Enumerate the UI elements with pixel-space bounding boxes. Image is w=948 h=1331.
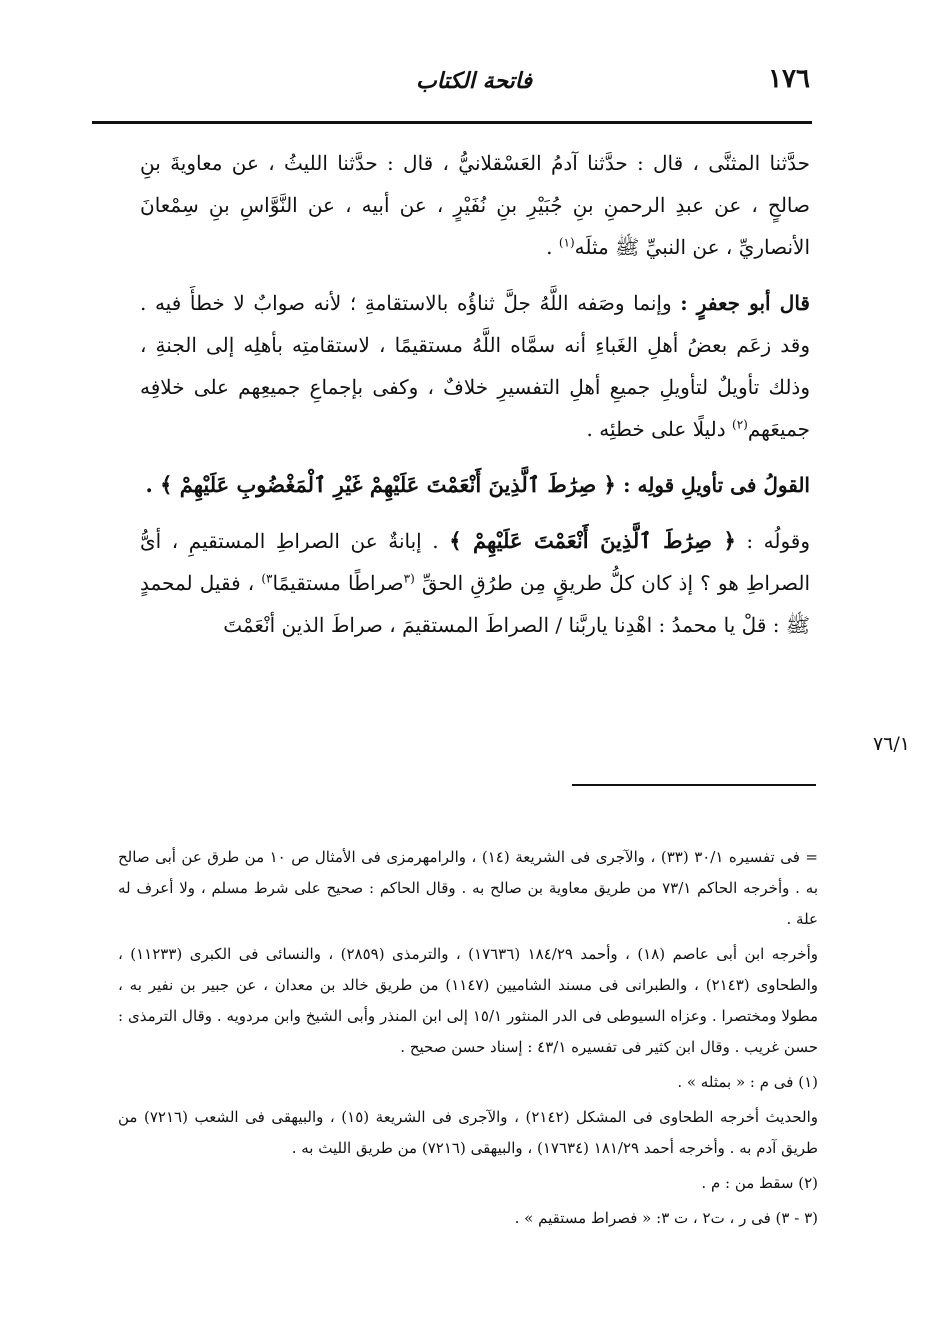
footnote-marker-2: (٢) (732, 417, 748, 432)
footnote-2: (٢) سقط من : م . (701, 1174, 818, 1192)
margin-reference: ٧٦/١ (872, 733, 910, 755)
footnote-rule (572, 784, 816, 786)
commentary-a: . إبانةٌ عن الصراطِ المستقيمِ ، أىُّ الصراطِ هو ؟ إذ كان كلُّ طريقٍ مِن طرُقِ الحقِّ (140, 529, 810, 595)
footnote-takhrij-2: والحديث أخرجه الطحاوى فى المشكل (٢١٤٢) ، والآجرى فى الشريعة (١٥) ، والبيهقى فى الشعب (٧٢١٦) من طريق آدم به . وأخرجه أحمد ١٨١/٢٩ (١٧٦٣٤) ، والبيهقى (٧٢١٦) من طريق الليث به . (118, 1108, 818, 1157)
running-title: فاتحة الكتاب (415, 68, 532, 94)
speaker-lead: قال أبو جعفرٍ : (680, 291, 810, 315)
footnote-1: (١) فى م : « بمثله » . (677, 1073, 818, 1091)
footnote-takhrij: وأخرجه ابن أبى عاصم (١٨) ، وأحمد ١٨٤/٢٩ (١٧٦٣٦) ، والترمذى (٢٨٥٩) ، والنسائى فى الكبرى (١١٢٣٣) ، والطحاوى (٢١٤٣) ، والطبرانى فى مسند الشاميين (١١٤٧) من طريق خالد بن معدان ، عن جبير بن نفير به ، مطولا ومختصرا . وعزاه السيوطى فى الدر المنثور ١٥/١ إلى ابن المنذر وأبى الشيخ وابن مردويه . وقال الترمذى : حسن غريب . وقال ابن كثير فى تفسيره ٤٣/١ : إسناد حسن صحيح . (118, 945, 818, 1056)
footnotes (118, 842, 818, 1238)
footnote-3: (٣ - ٣) فى ر ، ت٢ ، ت ٣: « فصراط مستقيم » . (514, 1209, 818, 1227)
footnote-marker-3-open: (٣ (403, 571, 415, 586)
main-text (140, 142, 810, 660)
section-heading: القولُ فى تأويلِ قولِه : (623, 473, 810, 497)
paragraph-heading (140, 464, 810, 506)
quran-verse: ﴿ صِرَٰطَ ٱلَّذِينَ أَنْعَمْتَ عَلَيْهِمْ غَيْرِ ٱلْمَغْضُوبِ عَلَيْهِمْ ﴾ . (145, 472, 624, 497)
commentary-start: وقولُه : (735, 529, 811, 553)
footnote-marker-3-close: ٣) (261, 571, 273, 586)
abu-jafar-end: دليلًا على خطئِه . (586, 417, 733, 441)
paragraph-hadith (140, 142, 810, 268)
hadith-end: . (546, 235, 559, 259)
abu-jafar-text: وإنما وصَفه اللَّهُ جلَّ ثناؤُه بالاستقامةِ ؛ لأنه صوابٌ لا خطأَ فيه . وقد زعَم بعضُ أهلِ الغَباءِ أنه سمَّاه اللَّهُ مستقيمًا ، لاستقامتِه بأهلِه إلى الجنةِ ، وذلك تأويلٌ لتأويلِ جميعِ أهلِ التفسيرِ خلافٌ ، وكفى بإجماعِ جميعِهم على خلافِه جميعَهم (140, 291, 810, 441)
commentary-b: صراطًا مستقيمًا (272, 571, 404, 595)
footnote-marker-1: (١) (558, 235, 575, 250)
quran-quote: ﴿ صِرَٰطَ ٱلَّذِينَ أَنْعَمْتَ عَلَيْهِمْ ﴾ (449, 528, 736, 553)
commentary-c: ، فقيل لمحمدٍ ﷺ : قلْ يا محمدُ : اهْدِنا ياربَّنا / الصراطَ المستقيمَ ، صراطَ الذين أنْعَمْتَ (140, 571, 810, 637)
footnote-continued: = فى تفسيره ٣٠/١ (٣٣) ، والآجرى فى الشريعة (١٤) ، والرامهرمزى فى الأمثال ص ١٠ من طرق عن أبى صالح به . وأخرجه الحاكم ٧٣/١ من طريق معاوية بن صالح به . وقال الحاكم : صحيح على شرط مسلم ، ولا أعرف له علة . (118, 848, 818, 928)
paragraph-abu-jafar (140, 282, 810, 450)
hadith-text: حدَّثنا المثنَّى ، قال : حدَّثنا آدمُ العَسْقلانيُّ ، قال : حدَّثنا الليثُ ، عن معاويةَ بنِ صالحٍ ، عن عبدِ الرحمنِ بنِ جُبَيْرِ بنِ نُفَيْرٍ ، عن أبيه ، عن النَّوَّاسِ بنِ سِمْعانَ الأنصاريِّ ، عن النبيِّ ﷺ مثلَه (140, 151, 810, 259)
header-rule (92, 121, 812, 124)
page-number: ١٧٦ (768, 64, 810, 94)
paragraph-commentary (140, 520, 810, 646)
